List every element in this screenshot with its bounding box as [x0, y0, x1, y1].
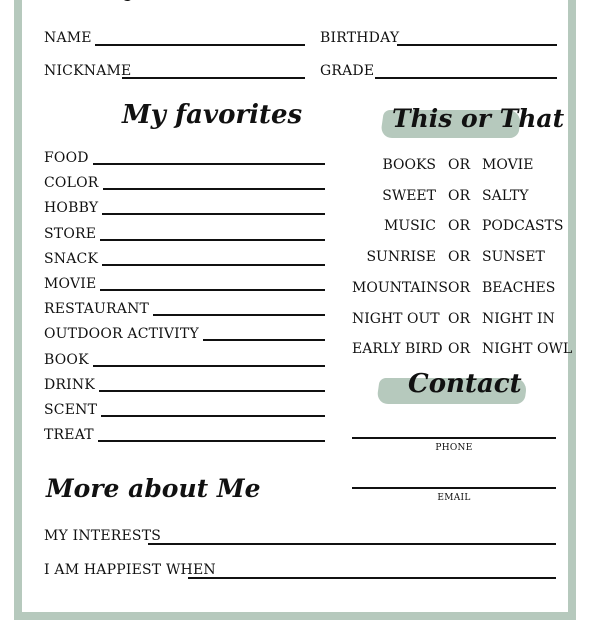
- favorite-field[interactable]: [153, 314, 325, 316]
- contact-heading: Contact: [408, 369, 522, 399]
- option-left[interactable]: EARLY BIRD: [352, 341, 443, 358]
- or-label: OR: [448, 218, 471, 235]
- birthday-field[interactable]: [397, 44, 557, 46]
- or-label: OR: [448, 341, 471, 358]
- grade-label: GRADE: [320, 63, 375, 79]
- favorite-field[interactable]: [100, 289, 325, 291]
- email-label: EMAIL: [437, 493, 471, 503]
- nickname-field[interactable]: [122, 77, 305, 79]
- or-label: OR: [448, 310, 471, 327]
- name-label: NAME: [44, 30, 92, 46]
- or-label: OR: [448, 157, 471, 173]
- happiest-label: I AM HAPPIEST WHEN: [44, 562, 216, 578]
- this-or-that-heading: This or That: [392, 104, 565, 133]
- or-label: OR: [448, 249, 471, 266]
- phone-label: PHONE: [435, 443, 473, 453]
- or-label: OR: [448, 187, 471, 204]
- option-right[interactable]: PODCASTS: [482, 218, 564, 235]
- favorite-label: TREAT: [44, 427, 94, 444]
- option-left[interactable]: BOOKS: [382, 157, 436, 173]
- option-left[interactable]: NIGHT OUT: [352, 310, 440, 327]
- happiest-field[interactable]: [188, 577, 556, 579]
- birthday-label: BIRTHDAY: [320, 30, 400, 46]
- option-left[interactable]: SWEET: [382, 187, 436, 204]
- option-right[interactable]: SALTY: [482, 187, 529, 204]
- name-field[interactable]: [95, 44, 305, 46]
- favorite-label: SCENT: [44, 402, 98, 418]
- favorite-label: HOBBY: [44, 200, 99, 217]
- favorite-label: OUTDOOR ACTIVITY: [44, 326, 199, 343]
- favorite-label: FOOD: [44, 150, 89, 166]
- interests-field[interactable]: [148, 543, 556, 545]
- favorite-field[interactable]: [100, 239, 325, 241]
- option-right[interactable]: SUNSET: [482, 249, 545, 266]
- option-left[interactable]: MUSIC: [384, 218, 436, 235]
- favorite-label: DRINK: [44, 376, 96, 393]
- favorites-heading: My favorites: [122, 100, 303, 130]
- option-right[interactable]: MOVIE: [482, 157, 534, 173]
- favorite-label: COLOR: [44, 175, 99, 192]
- favorite-field[interactable]: [93, 365, 325, 367]
- favorite-field[interactable]: [98, 440, 325, 442]
- favorite-label: SNACK: [44, 250, 99, 267]
- email-field[interactable]: [352, 487, 556, 489]
- favorite-field[interactable]: [99, 390, 325, 392]
- favorite-label: RESTAURANT: [44, 301, 150, 318]
- favorite-label: STORE: [44, 225, 97, 242]
- title-script-fragment: [120, 0, 240, 8]
- favorite-label: MOVIE: [44, 276, 97, 292]
- option-right[interactable]: BEACHES: [482, 279, 556, 296]
- option-left[interactable]: SUNRISE: [366, 249, 436, 266]
- or-label: OR: [448, 279, 471, 296]
- favorite-field[interactable]: [102, 264, 325, 266]
- option-left[interactable]: MOUNTAINS: [352, 279, 448, 296]
- grade-field[interactable]: [375, 77, 557, 79]
- favorite-field[interactable]: [93, 163, 325, 165]
- favorite-field[interactable]: [101, 415, 325, 417]
- interests-label: MY INTERESTS: [44, 528, 162, 544]
- option-right[interactable]: NIGHT OWL: [482, 341, 573, 358]
- favorite-field[interactable]: [102, 213, 325, 215]
- nickname-label: NICKNAME: [44, 63, 132, 79]
- favorite-field[interactable]: [103, 188, 325, 190]
- phone-field[interactable]: [352, 437, 556, 439]
- favorite-label: BOOK: [44, 351, 89, 368]
- option-right[interactable]: NIGHT IN: [482, 310, 555, 327]
- more-about-me-heading: More about Me: [46, 474, 261, 503]
- favorite-field[interactable]: [203, 339, 325, 341]
